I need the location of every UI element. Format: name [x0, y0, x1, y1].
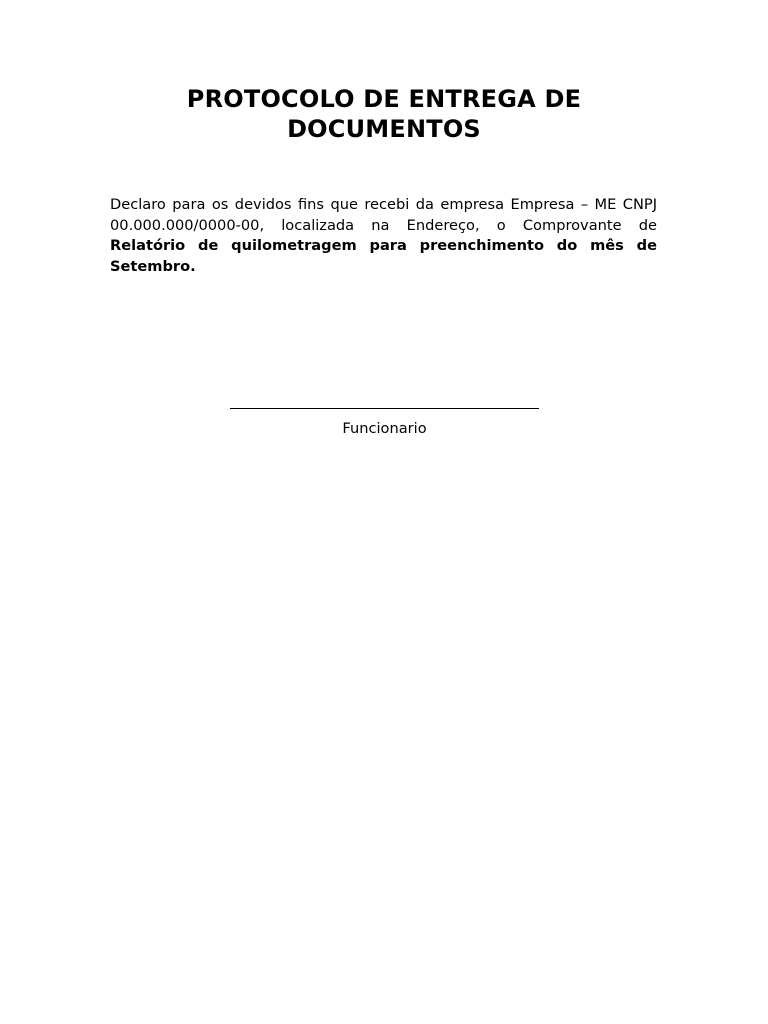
declaration-paragraph	[110, 195, 657, 277]
signature-label: Funcionario	[342, 420, 427, 437]
declaration-text: Declaro para os devidos fins que recebi da empresa Empresa – ME CNPJ 00.000.000/0000-00, localizada na Endereço, o Comprovante de	[110, 196, 657, 234]
signature-line	[230, 408, 539, 409]
document-title: PROTOCOLO DE ENTREGA DE DOCUMENTOS	[186, 85, 582, 143]
declaration-bold-text: Relatório de quilometragem para preenchimento do mês de Setembro.	[110, 237, 657, 275]
